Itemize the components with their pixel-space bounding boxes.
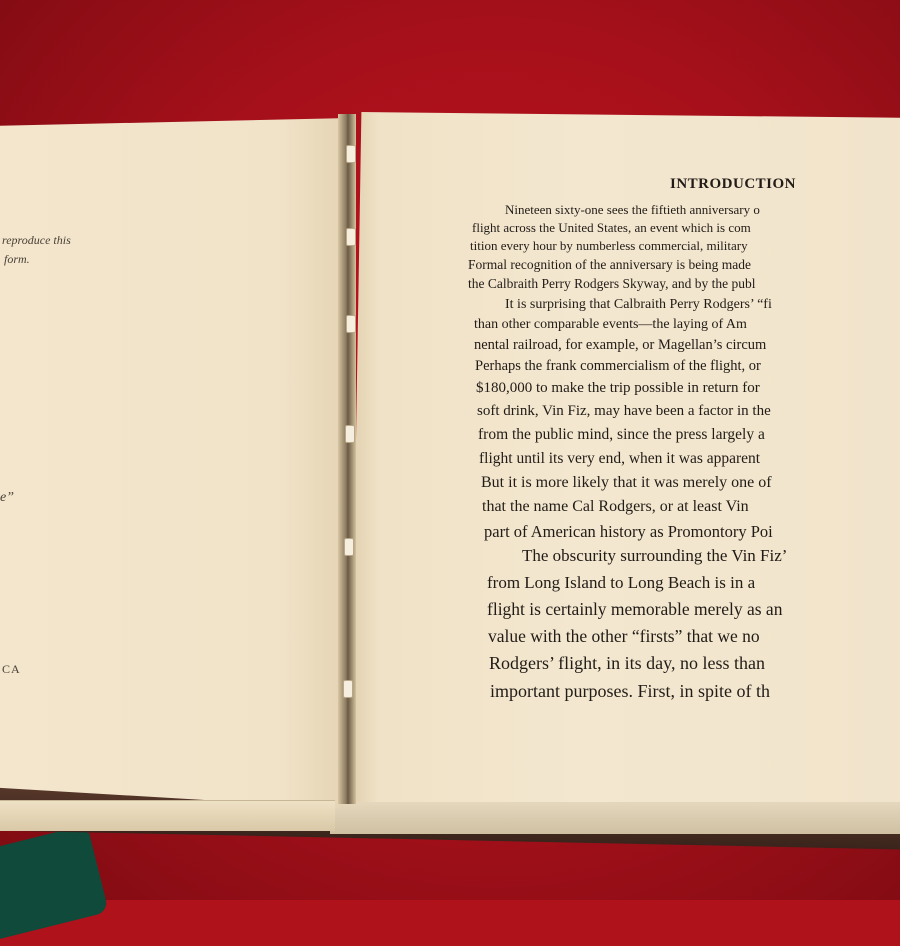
body-line: that the name Cal Rodgers, or at least Vin bbox=[482, 498, 749, 515]
binding-stitch bbox=[344, 538, 354, 556]
binding-stitch bbox=[346, 145, 356, 163]
binding-stitch bbox=[346, 315, 356, 333]
binding-stitch bbox=[346, 228, 356, 246]
body-line: Nineteen sixty-one sees the fiftieth anniversary o bbox=[505, 202, 760, 217]
body-line: flight is certainly memorable merely as an bbox=[487, 599, 783, 619]
body-line: But it is more likely that it was merely one of bbox=[481, 474, 772, 491]
body-line: soft drink, Vin Fiz, may have been a factor in the bbox=[477, 403, 771, 419]
body-line: The obscurity surrounding the Vin Fiz’ bbox=[522, 546, 788, 565]
left-page-line: CA bbox=[2, 662, 21, 676]
body-line: It is surprising that Calbraith Perry Rodgers’ “fi bbox=[505, 297, 772, 312]
body-line: $180,000 to make the trip possible in return for bbox=[476, 380, 760, 396]
page-title: INTRODUCTION bbox=[670, 176, 797, 192]
left-page bbox=[0, 118, 350, 808]
body-line: tition every hour by numberless commercial, military bbox=[470, 238, 748, 253]
binding-stitch bbox=[343, 680, 353, 698]
body-line: nental railroad, for example, or Magellan’s circum bbox=[474, 337, 767, 353]
body-line: part of American history as Promontory Poi bbox=[484, 522, 773, 541]
left-page-line: form. bbox=[4, 252, 30, 266]
body-line: flight across the United States, an event which is com bbox=[472, 220, 751, 235]
body-line: from Long Island to Long Beach is in a bbox=[487, 573, 756, 592]
body-line: value with the other “firsts” that we no bbox=[488, 626, 760, 646]
body-line: than other comparable events—the laying of Am bbox=[474, 317, 747, 332]
left-page-block-edge bbox=[0, 800, 335, 831]
body-line: Perhaps the frank commercialism of the flight, or bbox=[475, 358, 761, 374]
body-line: important purposes. First, in spite of th bbox=[490, 681, 770, 701]
body-line: flight until its very end, when it was apparent bbox=[479, 450, 761, 467]
left-page-line: e” bbox=[0, 490, 14, 505]
body-line: from the public mind, since the press largely a bbox=[478, 426, 765, 443]
body-line: the Calbraith Perry Rodgers Skyway, and by the publ bbox=[468, 276, 756, 291]
book-gutter bbox=[338, 114, 356, 804]
body-line: Rodgers’ flight, in its day, no less than bbox=[489, 653, 765, 673]
body-line: Formal recognition of the anniversary is being made bbox=[468, 257, 752, 272]
left-page-line: reproduce this bbox=[2, 233, 71, 247]
binding-stitch bbox=[345, 425, 355, 443]
